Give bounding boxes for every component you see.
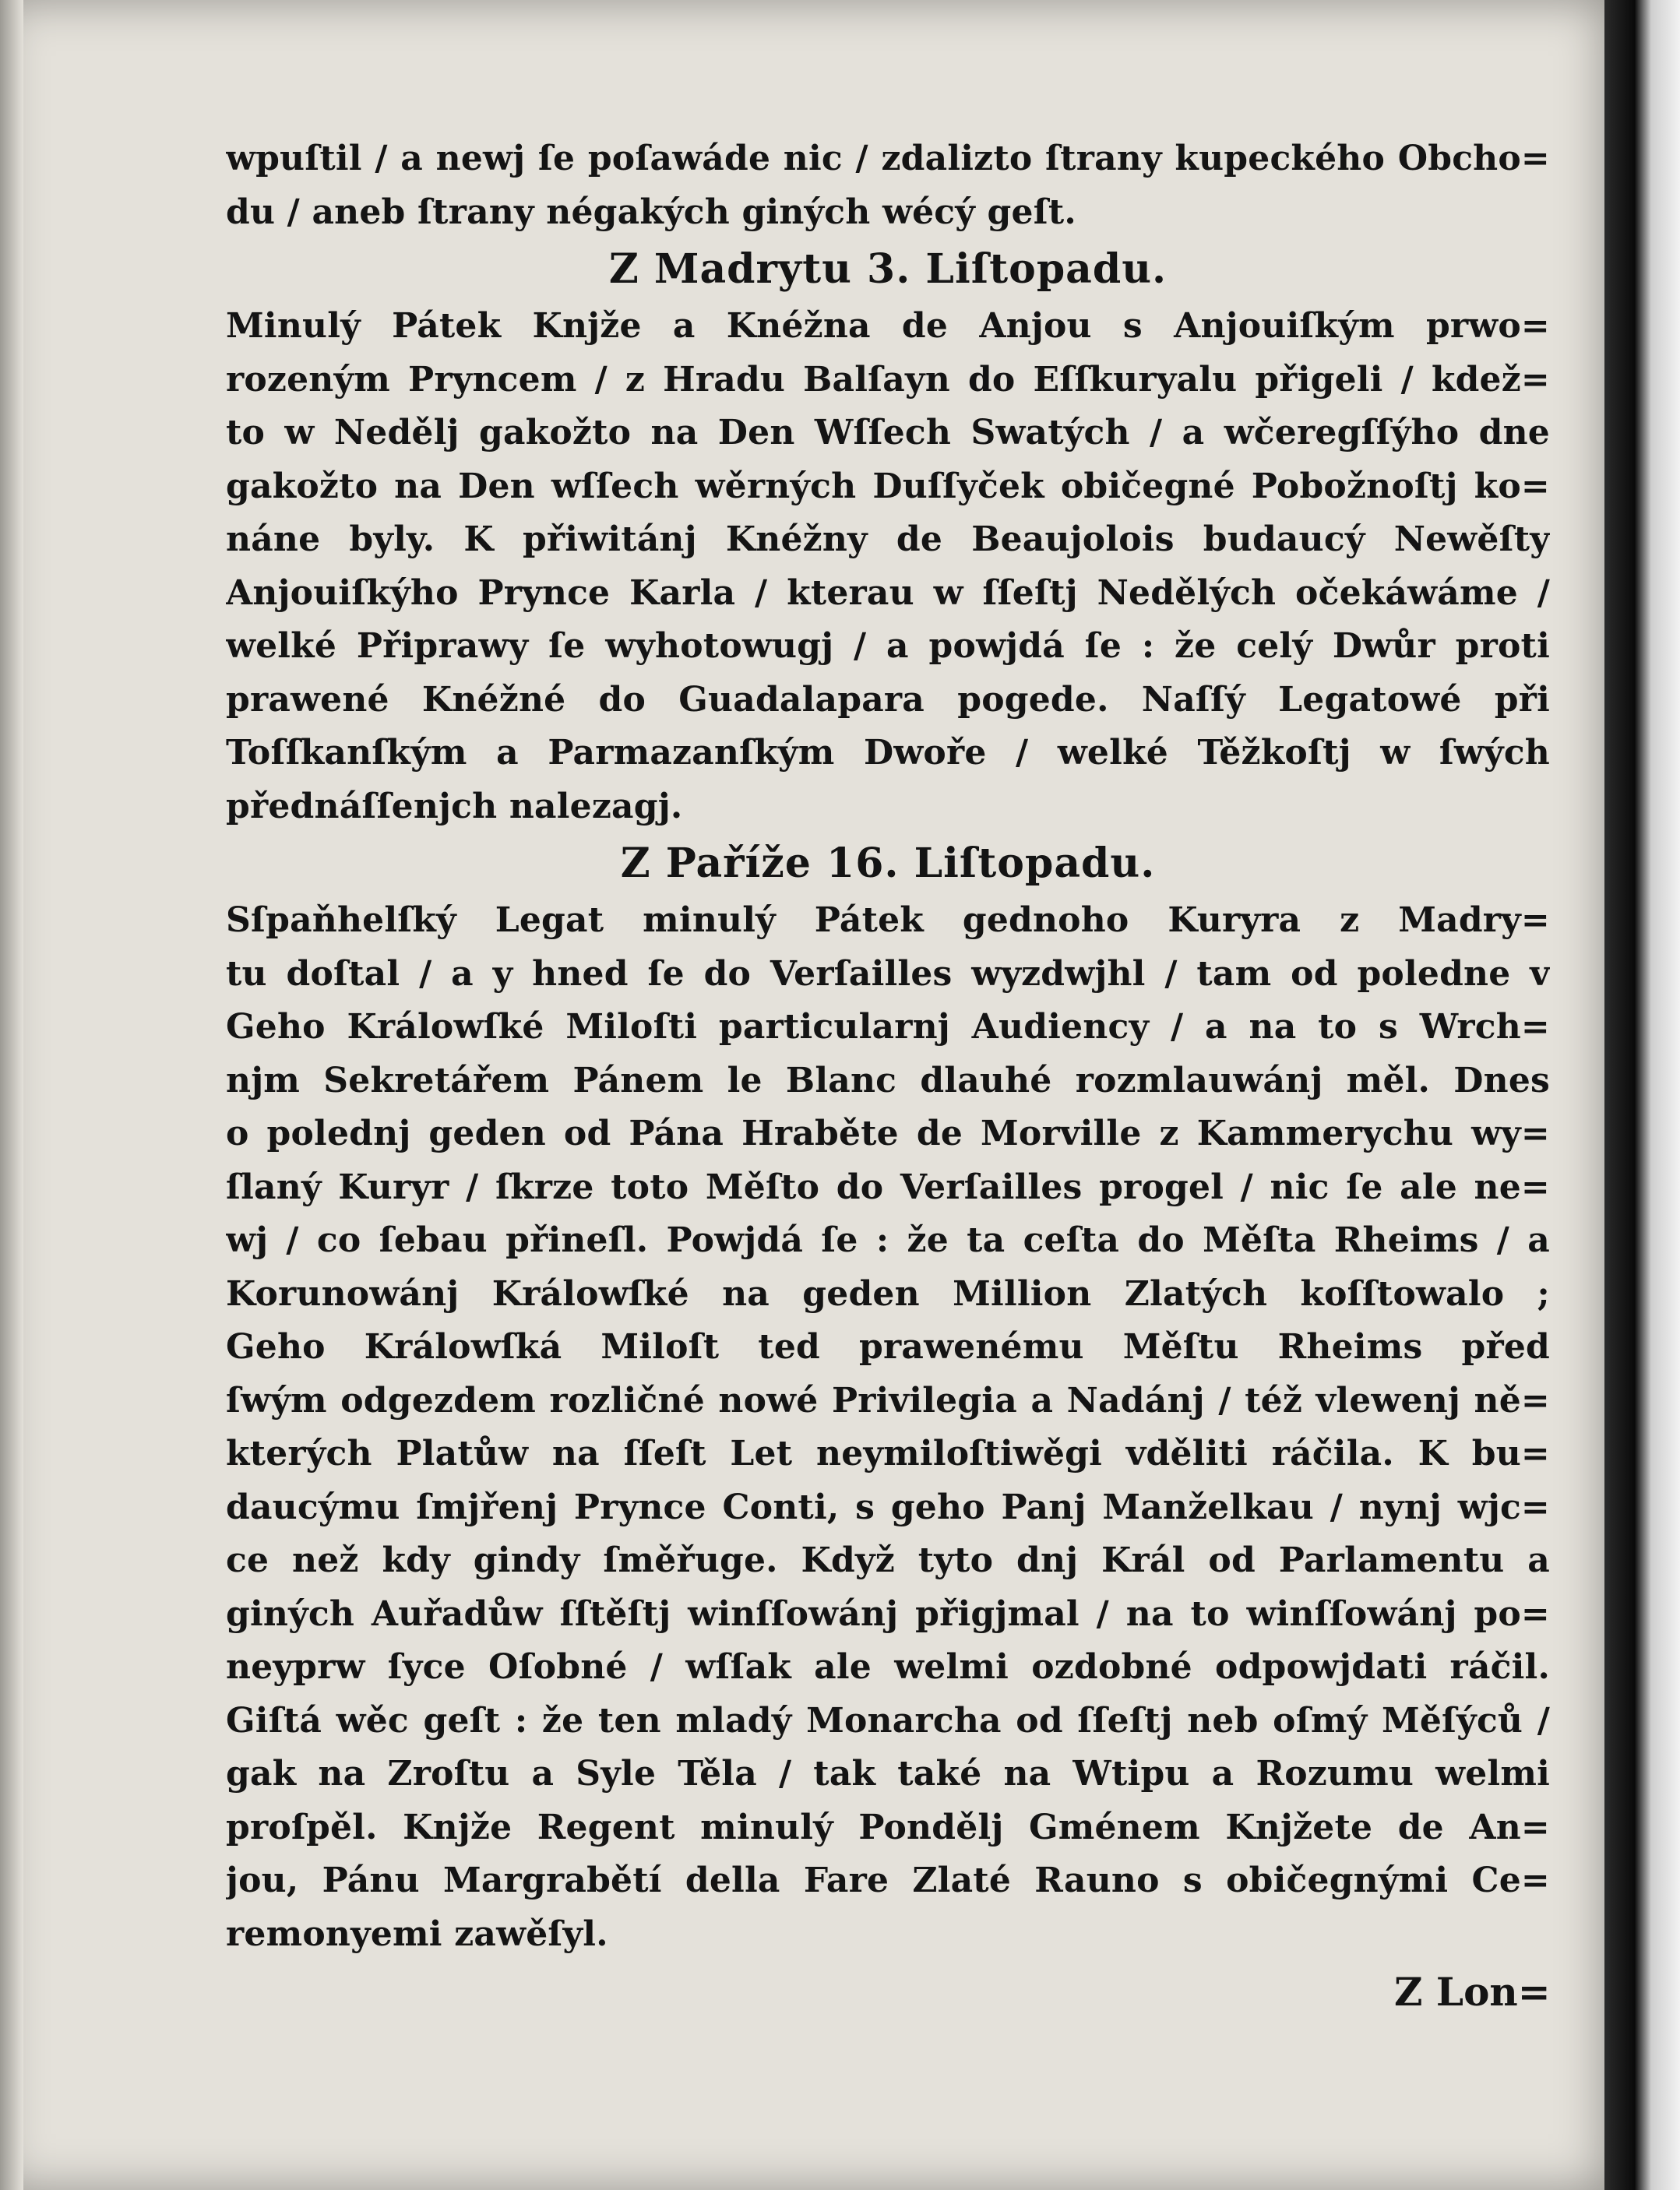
- text-line: wj / co ſebau přineſl. Powjdá ſe : že ta ceſta do Měſta Rheims / a: [226, 1220, 1550, 1260]
- text-line: Toſſkanſkým a Parmazanſkým Dwoře / welké Těžkoſtj w ſwých: [226, 733, 1550, 773]
- text-line: tu doſtal / a y hned ſe do Verſailles wyzdwjhl / tam od poledne v: [226, 953, 1550, 994]
- text-line: Giſtá wěc geſt : že ten mladý Monarcha od ſſeſtj neb oſmý Měſýců /: [226, 1700, 1550, 1741]
- text-line: gak na Zroſtu a Syle Těla / tak také na Wtipu a Rozumu welmi: [226, 1754, 1550, 1794]
- text-line: njm Sekretářem Pánem le Blanc dlauhé rozmlauwánj měl. Dnes: [226, 1060, 1550, 1100]
- text-line: jou, Pánu Margrabětí della Fare Zlaté Rauno s običegnými Ce=: [226, 1861, 1550, 1900]
- text-line: ſwým odgezdem rozličné nowé Privilegia a Nadánj / též vlewenj ně=: [226, 1380, 1550, 1421]
- text-line: du / aneb ſtrany négakých giných wécý geſt.: [226, 192, 1076, 232]
- text-line: giných Auřadůw ſſtěſtj winſſowánj přigjmal / na to winſſowánj po=: [226, 1593, 1550, 1634]
- text-line: Korunowánj Králowſké na geden Million Zlatých koſſtowalo ;: [226, 1273, 1550, 1314]
- text-line: ſlaný Kuryr / ſkrze toto Měſto do Verſailles progel / nic ſe ale ne=: [226, 1167, 1550, 1207]
- page-text: [226, 132, 1550, 1961]
- text-line: prawené Knéžné do Guadalapara pogede. Naſſý Legatowé při: [226, 679, 1550, 720]
- text-line: Geho Králowſká Miloſt ted prawenému Měſtu Rheims před: [226, 1327, 1550, 1367]
- text-line: neyprw ſyce Oſobné / wſſak ale welmi ozdobné odpowjdati ráčil.: [226, 1647, 1550, 1687]
- page-binding-edge: [1604, 0, 1680, 2190]
- heading-paris: Z Paříže 16. Liſtopadu.: [620, 840, 1156, 887]
- text-line: rozeným Pryncem / z Hradu Balſayn do Eſſkuryalu přigeli / kdež=: [226, 359, 1550, 400]
- paragraph-intro: [226, 132, 1550, 239]
- text-line: kterých Platůw na ſſeſt Let neymiloſtiwěgi vděliti ráčila. K bu=: [226, 1434, 1550, 1473]
- text-line: Geho Králowſké Miloſti particularnj Audiency / a na to s Wrch=: [226, 1007, 1550, 1047]
- heading-madrid: Z Madrytu 3. Liſtopadu.: [608, 245, 1168, 293]
- paragraph-paris: [226, 894, 1550, 1961]
- text-line: proſpěl. Knjže Regent minulý Pondělj Gménem Knjžete de An=: [226, 1807, 1550, 1847]
- text-line: wpuſtil / a newj ſe poſawáde nic / zdalizto ſtrany kupeckého Obcho=: [226, 139, 1550, 178]
- text-line: náne byly. K přiwitánj Knéžny de Beaujolois budaucý Newěſty: [226, 519, 1550, 559]
- text-line: ce než kdy gindy ſměřuge. Když tyto dnj Král od Parlamentu a: [226, 1540, 1550, 1580]
- text-line: daucýmu ſmjřenj Prynce Conti, s geho Panj Manželkau / nynj wjc=: [226, 1487, 1550, 1527]
- text-line: Minulý Pátek Knjže a Knéžna de Anjou s Anjouiſkým prwo=: [226, 306, 1550, 346]
- paragraph-madrid: [226, 300, 1550, 833]
- text-line: remonyemi zawěſyl.: [226, 1914, 608, 1954]
- text-line: to w Nedělj gakožto na Den Wſſech Swatých / a wčeregſſýho dne: [226, 413, 1550, 452]
- text-line: welké Připrawy ſe wyhotowugj / a powjdá ſe : že celý Dwůr proti: [226, 626, 1550, 666]
- text-line: Sſpaňhelſký Legat minulý Pátek gednoho Kuryra z Madry=: [226, 900, 1550, 940]
- text-line: přednáſſenjch nalezagj.: [226, 786, 683, 826]
- text-line: Anjouiſkýho Prynce Karla / kterau w ſſeſtj Nedělých očekáwáme /: [226, 572, 1550, 613]
- text-line: o polednj geden od Pána Hraběte de Morville z Kammerychu wy=: [226, 1114, 1550, 1153]
- page-gutter-shadow: [0, 0, 23, 2190]
- text-line: gakožto na Den wſſech wěrných Duſſyček običegné Pobožnoſtj ko=: [226, 466, 1550, 506]
- catchword: Z Lon=: [1394, 1969, 1551, 2015]
